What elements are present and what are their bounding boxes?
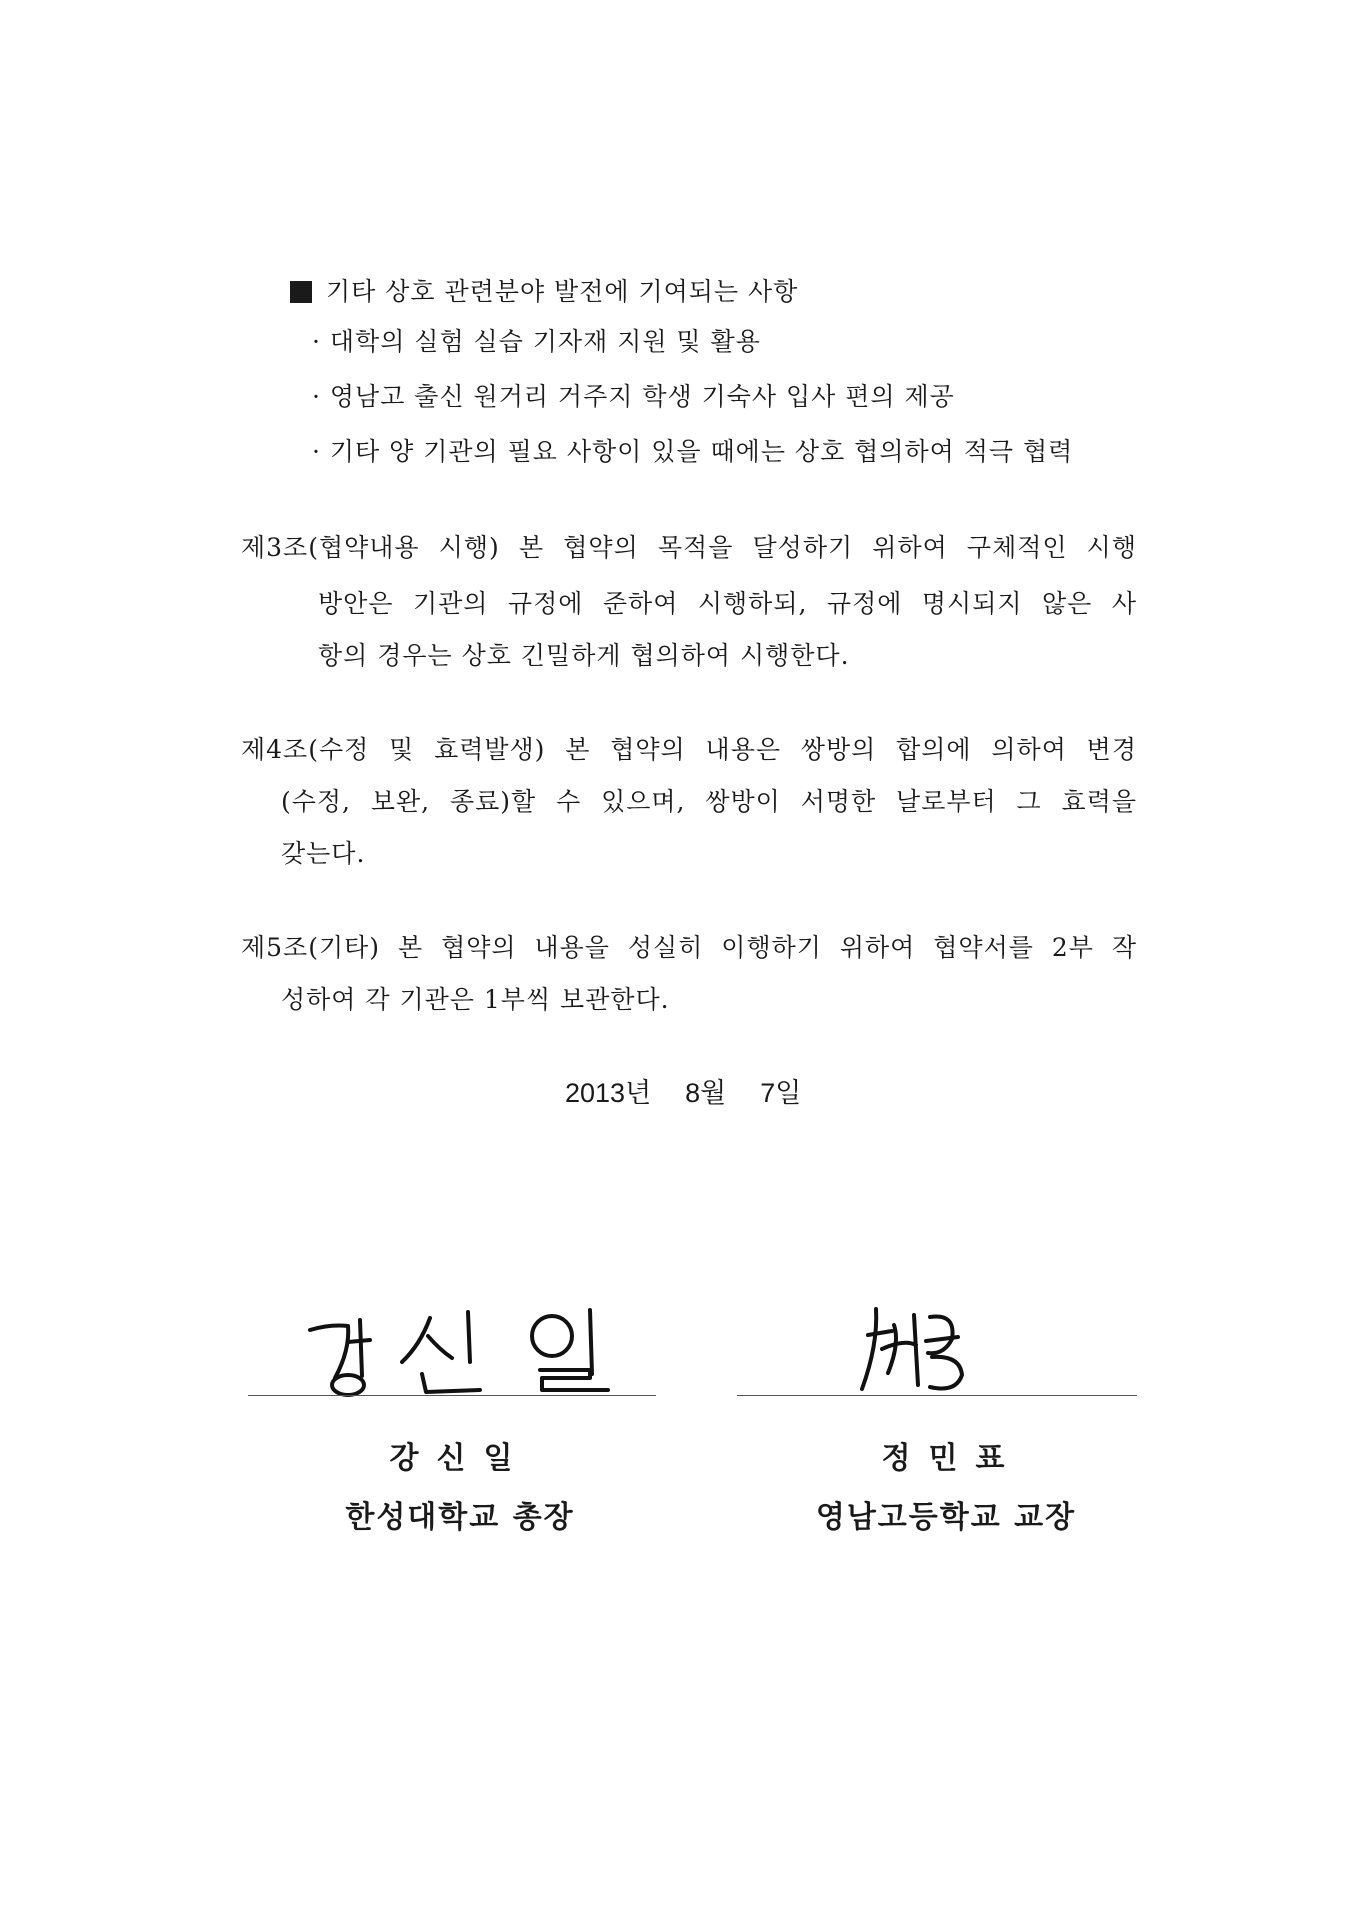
article-5-line-1: 제5조(기타) 본 협약의 내용을 성실히 이행하기 위하여 협약서를 2부 작: [241, 933, 1137, 962]
article-4-line-3: 갖는다.: [281, 839, 366, 868]
list-item: · 대학의 실험 실습 기자재 지원 및 활용: [312, 327, 761, 356]
signatory-title-right: 영남고등학교 교장: [815, 1500, 1077, 1535]
date-day: 7일: [760, 1078, 802, 1108]
article-3-line-1: 제3조(협약내용 시행) 본 협약의 목적을 달성하기 위하여 구체적인 시행: [241, 533, 1137, 562]
signature-line-left: [248, 1395, 656, 1396]
signatory-title-left: 한성대학교 총장: [345, 1500, 575, 1535]
signing-date: [565, 1076, 801, 1110]
article-3-line-2: 방안은 기관의 규정에 준하여 시행하되, 규정에 명시되지 않은 사: [318, 589, 1137, 618]
signature-image-left: [290, 1290, 650, 1400]
square-bullet-icon: [290, 281, 312, 303]
signatory-name-right: 정민표: [881, 1441, 1023, 1476]
date-month: 8월: [685, 1078, 727, 1108]
article-4-line-2: (수정, 보완, 종료)할 수 있으며, 쌍방이 서명한 날로부터 그 효력을: [281, 787, 1137, 816]
section-heading-text: 기타 상호 관련분야 발전에 기여되는 사항: [326, 277, 799, 306]
article-5-line-2: 성하여 각 기관은 1부씩 보관한다.: [281, 985, 670, 1014]
date-year: 2013년: [565, 1078, 652, 1108]
list-item: · 기타 양 기관의 필요 사항이 있을 때에는 상호 협의하여 적극 협력: [312, 437, 1074, 466]
list-item: · 영남고 출신 원거리 거주지 학생 기숙사 입사 편의 제공: [312, 382, 955, 411]
section-heading: [290, 276, 798, 308]
article-3-line-3: 항의 경우는 상호 긴밀하게 협의하여 시행한다.: [318, 641, 850, 670]
article-4-line-1: 제4조(수정 및 효력발생) 본 협약의 내용은 쌍방의 합의에 의하여 변경: [241, 735, 1137, 764]
signatory-name-left: 강신일: [389, 1441, 531, 1476]
signature-line-right: [737, 1395, 1137, 1396]
signature-image-right: [848, 1295, 988, 1395]
